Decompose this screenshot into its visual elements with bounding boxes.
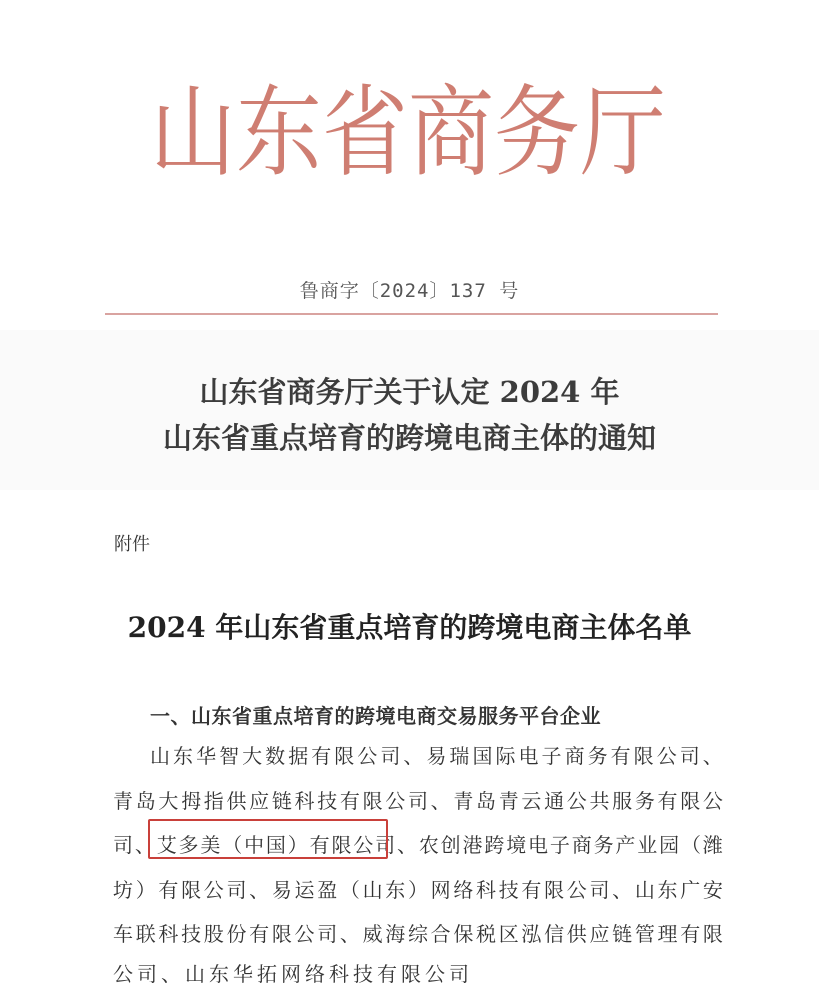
list-title: 2024 年山东省重点培育的跨境电商主体名单 [127,611,692,644]
notice-title-line-2: 山东省重点培育的跨境电商主体的通知 [162,421,656,455]
letterhead-char: 山 [150,75,236,191]
letterhead-char: 厅 [580,75,666,191]
body-line: 车 联 科 技 股 份 有 限 公 司 、 威 海 综 合 保 税 区 泓 信 供 应 链 管 理 有 限 [113,922,723,946]
letterhead-org-name [150,75,666,191]
body-line: 坊 ） 有 限 公 司 、 易 运 盈 （ 山 东 ） 网 络 科 技 有 限 公 司 、 山 东 广 安 [113,878,723,902]
letterhead-char: 东 [236,75,322,191]
document-number: 鲁商字〔2024〕137 号 [299,280,520,302]
highlighted-company-box [148,819,388,859]
body-line: 公司、山东华拓网络科技有限公司 [113,962,473,986]
letterhead-char: 务 [494,75,580,191]
red-divider-rule [105,313,718,315]
notice-title-line-1: 山东省商务厅关于认定 2024 年 [199,375,620,409]
body-line: 山 东 华 智 大 数 据 有 限 公 司 、 易 瑞 国 际 电 子 商 务 有 限 公 司 、 [150,744,723,768]
title-background-band [0,330,819,490]
body-line: 司 、 艾 多 美 （ 中 国 ） 有 限 公 司 、 农 创 港 跨 境 电 子 商 务 产 业 园 （ 潍 [113,833,723,857]
letterhead-char: 商 [408,75,494,191]
attachment-label: 附件 [114,534,150,555]
body-line: 青 岛 大 拇 指 供 应 链 科 技 有 限 公 司 、 青 岛 青 云 通 公 共 服 务 有 限 公 [113,789,723,813]
letterhead-char: 省 [322,75,408,191]
section-heading: 一、山东省重点培育的跨境电商交易服务平台企业 [150,704,601,728]
